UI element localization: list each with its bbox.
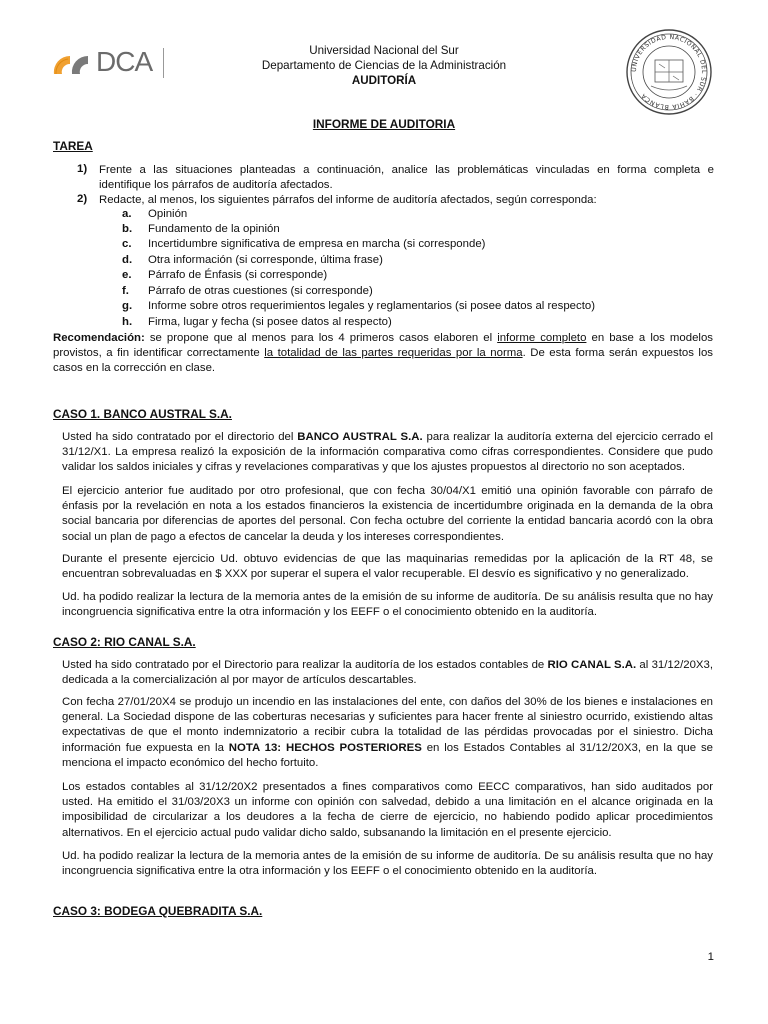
tarea-item-1-number: 1)	[77, 163, 88, 175]
caso2-paragraph-2	[62, 695, 713, 771]
caso1-paragraph-1	[62, 430, 713, 476]
document-title: INFORME DE AUDITORIA	[312, 117, 456, 131]
header-subject: AUDITORÍA	[351, 74, 417, 87]
seal-text: UNIVERSIDAD NACIONAL DEL SUR · BAHIA BLANCA	[630, 33, 708, 111]
university-seal	[625, 28, 713, 116]
header-department: Departamento de Ciencias de la Administración	[261, 59, 507, 72]
caso2-company-name: RIO CANAL S.A.	[547, 659, 637, 671]
caso1-paragraph-3: Durante el presente ejercicio Ud. obtuvo evidencias de que las maquinarias remedidas por la aplicación de la RT 48, se encuentran sobrevaluadas en $ XXX por superar el supera el valor recuperable. El desvío es significativo y no generalizado.	[62, 553, 713, 581]
recomendacion-text: . De esta forma serán expuestos los casos en la corrección en clase.	[53, 347, 713, 375]
caso2-p1-text: al 31/12/20X3, dedicada a la comercialización al por mayor de artículos descartables.	[62, 659, 714, 687]
subitem-text: Fundamento de la opinión	[148, 223, 280, 235]
caso2-paragraph-3: Los estados contables al 31/12/20X2 presentados a fines comparativos como EECC comparativos, han sido auditados por usted. Ha emitido el 31/03/20X3 un informe con opinión con salvedad, debido a una limitación en el alcance originada en la imposibilidad de circularizar a los deudores a la fecha de cierre de ejercicio, no habiendo podido aplicar procedimientos alternativos. En el ejercicio actual pudo validar dicho saldo, subsanando la limitación en el presente ejercicio.	[62, 781, 713, 839]
logo-divider	[163, 48, 164, 78]
tarea-heading: TAREA	[53, 139, 93, 153]
caso1-p1-text: Usted ha sido contratado por el directorio del	[62, 431, 298, 443]
subitem-text: Informe sobre otros requerimientos legales y reglamentarios (si posee datos al respecto)	[148, 300, 595, 312]
dca-logo-text: DCA	[96, 46, 153, 77]
caso2-paragraph-4: Ud. ha podido realizar la lectura de la memoria antes de la emisión de su informe de auditoría. De su análisis resulta que no hay incongruencia significativa entre la otra información y los EEFF o el conocimiento obtenido en la auditoría.	[62, 850, 713, 878]
caso2-p2-text: en los Estados Contables al 31/12/20X3, en la que se menciona el impacto económico del hecho fortuito.	[62, 741, 713, 769]
caso2-note-reference: NOTA 13: HECHOS POSTERIORES	[228, 741, 422, 754]
tarea-item-2-text: Redacte, al menos, los siguientes párrafos del informe de auditoría afectados, según corresponda:	[99, 194, 597, 206]
university-seal-icon	[625, 28, 713, 116]
tarea-item-2-number: 2)	[77, 193, 88, 205]
subitem-text: Incertidumbre significativa de empresa en marcha (si corresponde)	[148, 238, 486, 250]
caso3-heading: CASO 3: BODEGA QUEBRADITA S.A.	[53, 904, 263, 918]
subitem-text: Párrafo de Énfasis (si corresponde)	[148, 269, 328, 281]
recomendacion-text: en base a los modelos provistos, a fin identificar correctamente	[53, 332, 713, 360]
subitem-letter: b.	[122, 223, 133, 235]
caso1-p1-text: para realizar la auditoría externa del ejercicio cerrado el 31/12/X1. La empresa realizó la exposición de la información comparativa como cifras correspondientes. Considere que pudo validar los saldos iniciales y cifras y revelaciones comparativas y que los ajustes propuestos al directorio no son aceptados.	[62, 431, 713, 474]
caso1-paragraph-4: Ud. ha podido realizar la lectura de la memoria antes de la emisión de su informe de auditoría. De su análisis resulta que no hay incongruencia significativa entre la otra información y los EEFF o el conocimiento obtenido en la auditoría.	[62, 591, 713, 619]
recomendacion-underline-1: informe completo	[497, 332, 587, 344]
recomendacion-text: se propone que al menos para los 4 primeros casos elaboren el	[144, 332, 498, 344]
subitem-letter: c.	[122, 238, 132, 250]
recomendacion-underline-2: la totalidad de las partes requeridas por la norma	[264, 347, 523, 360]
recomendacion-label: Recomendación:	[53, 332, 145, 344]
subitem-letter: d.	[122, 254, 133, 266]
subitem-letter: h.	[122, 316, 133, 328]
caso1-paragraph-2: El ejercicio anterior fue auditado por otro profesional, que con fecha 30/04/X1 emitió una opinión favorable con párrafo de énfasis por la revelación en nota a los estados financieros la existencia de incertidumbre originada en la demanda de la obra social bancaria por diferencias de aportes del personal. Con fecha octubre del corriente la entidad bancaria acordó con la obra social un plan de pago a efectos de cancelar la deuda y los intereses correspondientes.	[62, 485, 713, 543]
subitem-letter: g.	[122, 300, 133, 312]
caso2-p1-text: Usted ha sido contratado por el Directorio para realizar la auditoría de los estados contables de	[62, 659, 548, 671]
subitem-letter: f.	[122, 285, 129, 297]
caso1-heading: CASO 1. BANCO AUSTRAL S.A.	[53, 407, 232, 421]
dca-logo	[52, 44, 172, 80]
subitem-letter: a.	[122, 208, 132, 220]
subitem-text: Párrafo de otras cuestiones (si corresponde)	[148, 285, 373, 297]
subitem-letter: e.	[122, 269, 132, 281]
header-university: Universidad Nacional del Sur	[309, 44, 459, 57]
recomendacion-paragraph	[53, 331, 713, 377]
caso2-p2-text: Con fecha 27/01/20X4 se produjo un incendio en las instalaciones del ente, con daños del 30% de los bienes e instalaciones en general. La Sociedad dispone de las coberturas necesarias y suficientes para hacer frente al siniestro ocurrido, existiendo altas expectativas de que el monto indemnizatorio a recibir cubra la totalidad de las pérdidas provocadas por el siniestro. Dicha información fue expuesta en la	[62, 696, 713, 754]
page-number: 1	[707, 951, 714, 963]
caso1-company-name: BANCO AUSTRAL S.A.	[297, 431, 423, 443]
subitem-text: Opinión	[148, 208, 188, 220]
caso2-paragraph-1	[62, 658, 713, 688]
tarea-item-1-text-cont: identifique los párrafos de auditoría afectados.	[99, 179, 333, 191]
tarea-item-1-text: Frente a las situaciones planteadas a continuación, analice las problemáticas vinculadas en forma completa e	[99, 164, 714, 176]
caso2-heading: CASO 2: RIO CANAL S.A.	[53, 635, 196, 649]
subitem-text: Firma, lugar y fecha (si posee datos al respecto)	[148, 316, 392, 328]
dca-logo-mark-icon	[52, 44, 96, 80]
subitem-text: Otra información (si corresponde, última frase)	[148, 254, 383, 266]
